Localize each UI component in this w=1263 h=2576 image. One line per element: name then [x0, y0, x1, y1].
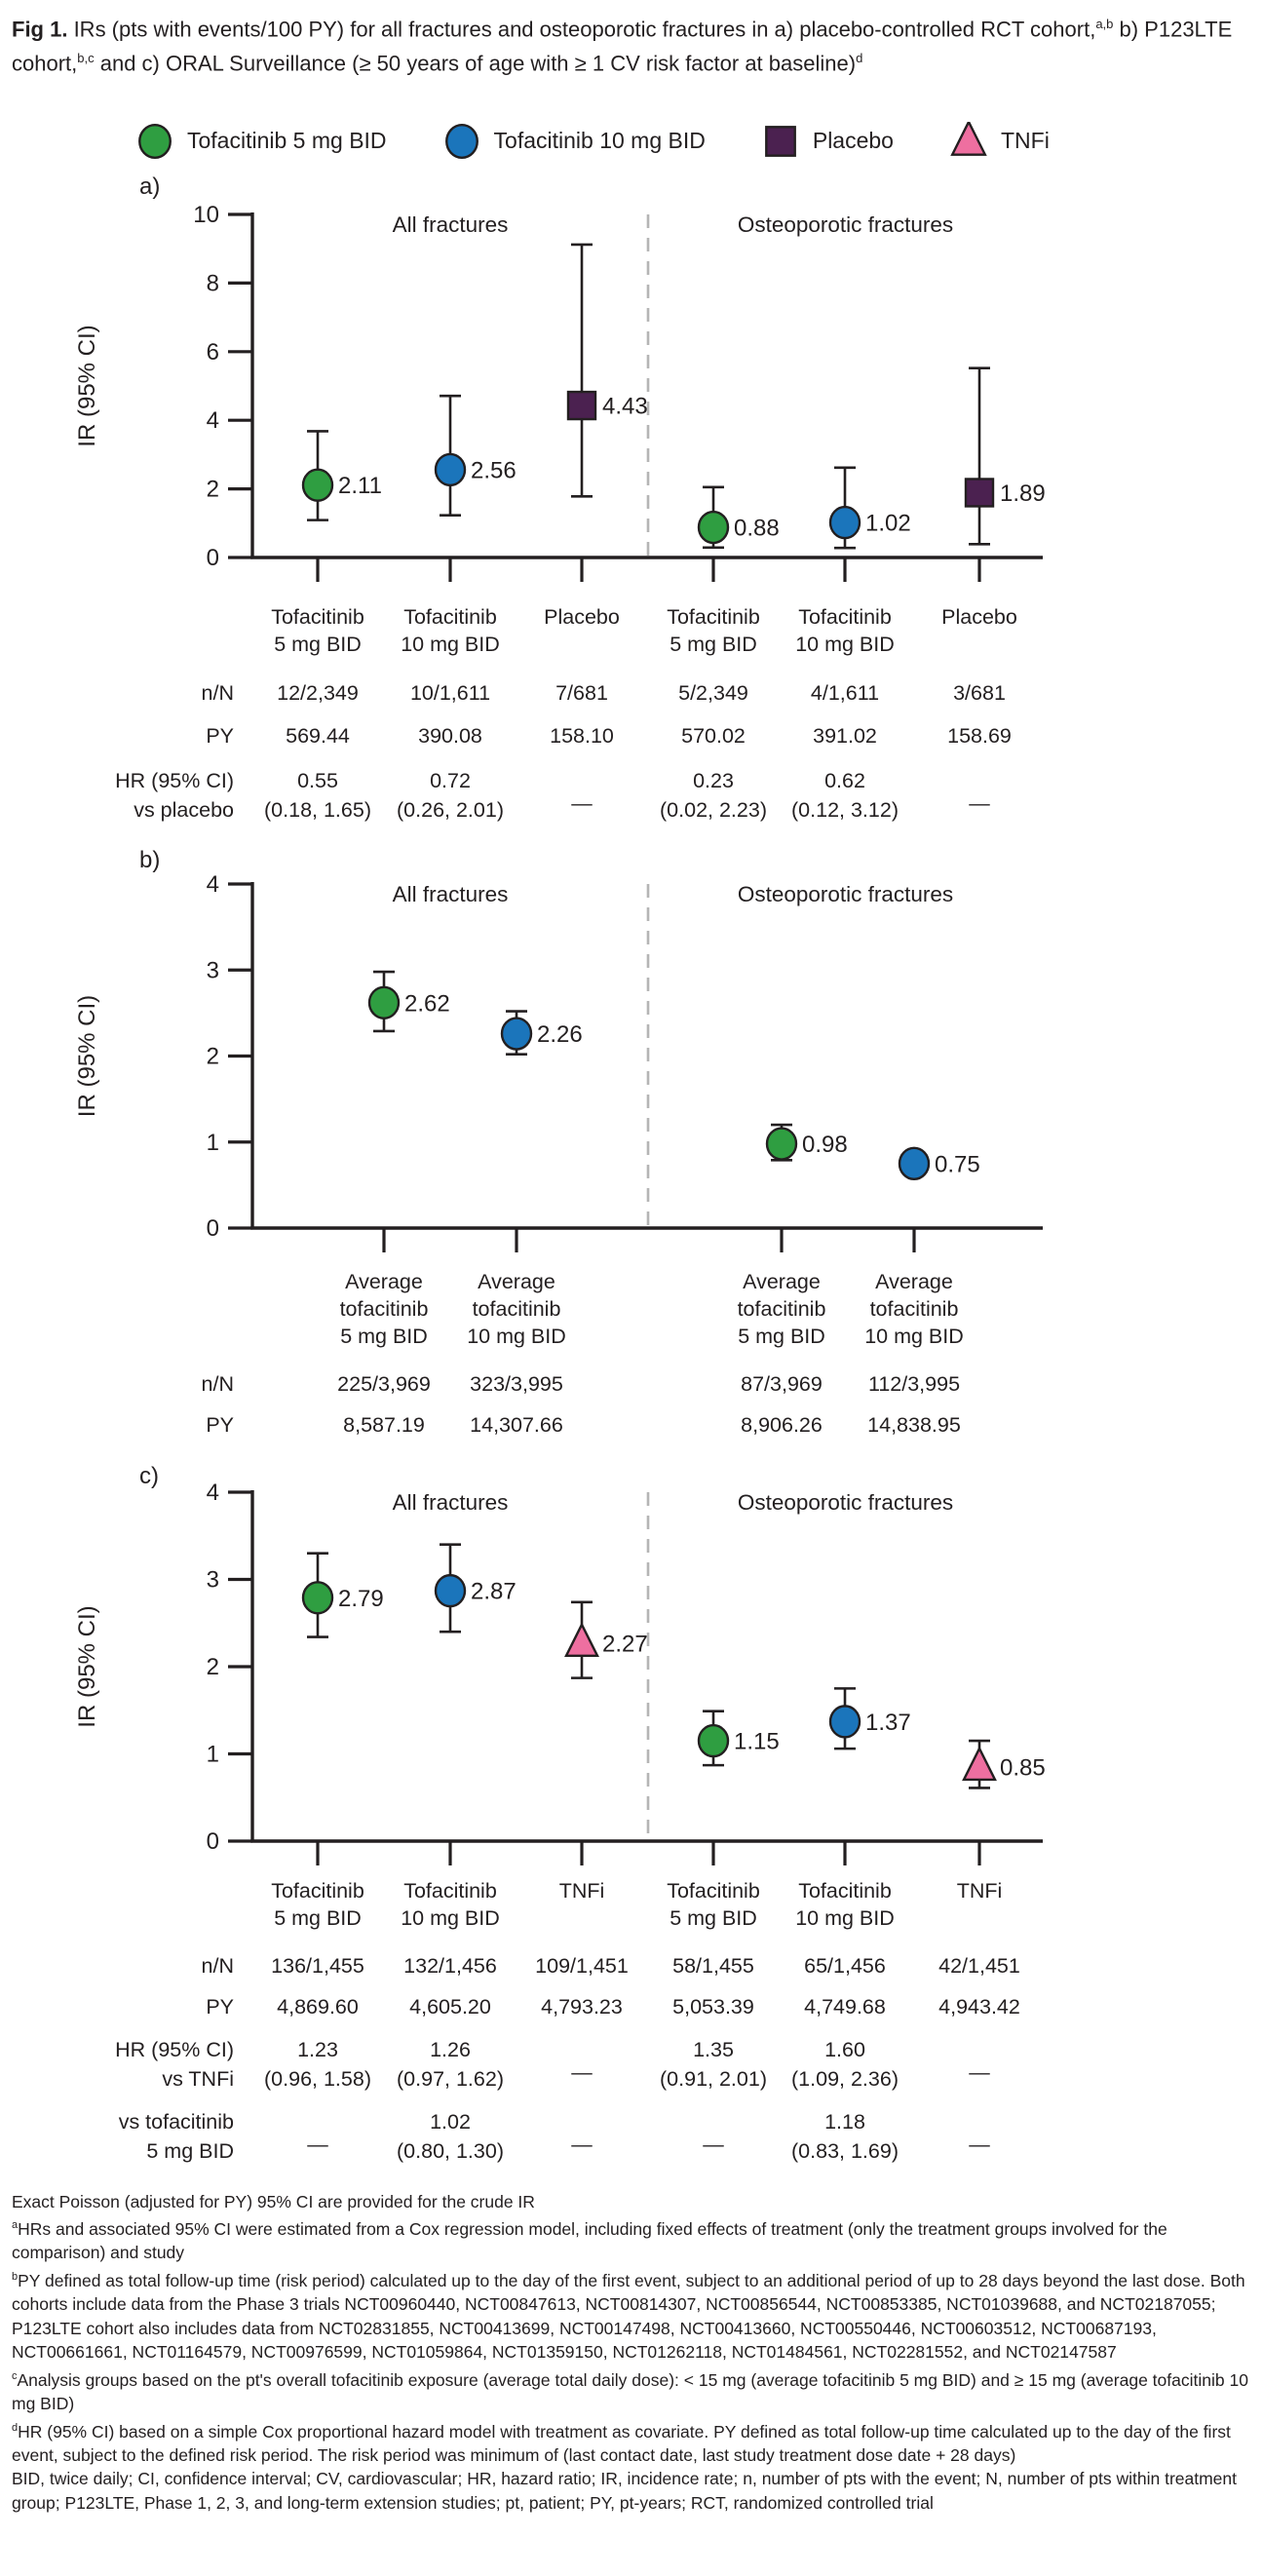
table-cell: (0.83, 1.69) [791, 2138, 899, 2163]
table-cell: 65/1,456 [804, 1953, 886, 1978]
value-label: 2.79 [338, 1585, 384, 1612]
table-cell: 158.69 [947, 723, 1012, 748]
table-cell: 4,943.42 [938, 1994, 1020, 2019]
title-text: b) P123LTE cohort, [12, 17, 1233, 76]
value-label: 1.89 [1000, 480, 1046, 507]
category-label: 10 mg BID [864, 1324, 964, 1348]
circle-data-marker [303, 469, 332, 500]
row-header: HR (95% CI) [115, 2037, 234, 2061]
value-label: 2.56 [471, 457, 517, 484]
category-label: Tofacitinib [271, 1878, 364, 1903]
category-label: 10 mg BID [467, 1324, 566, 1348]
value-label: 1.02 [865, 510, 911, 537]
table-cell: — [571, 2132, 593, 2156]
category-label: 10 mg BID [795, 632, 895, 656]
category-label: 5 mg BID [670, 632, 757, 656]
table-cell: 87/3,969 [741, 1371, 823, 1396]
table-cell: 14,838.95 [867, 1412, 961, 1437]
y-tick-label: 0 [206, 1827, 219, 1855]
value-label: 0.85 [1000, 1754, 1046, 1782]
row-header: vs placebo [134, 797, 234, 822]
table-cell: 58/1,455 [672, 1953, 754, 1978]
legend-item [762, 122, 894, 161]
panel-c-chart [10, 1459, 1253, 2180]
footnote-text: HRs and associated 95% CI were estimated from a Cox regression model, including fixed effects of treatment (only the treatment groups involved for the comparison) and study [12, 2218, 1167, 2263]
footnote-superscript: c [12, 2369, 18, 2382]
section-title: All fractures [392, 211, 509, 237]
y-tick-label: 2 [206, 476, 219, 503]
footnote [12, 2190, 1251, 2214]
value-label: 1.15 [734, 1728, 780, 1755]
y-tick-label: 4 [206, 406, 219, 434]
table-cell: (0.97, 1.62) [397, 2066, 504, 2091]
table-cell: 225/3,969 [337, 1371, 431, 1396]
circle-legend-marker [446, 125, 478, 158]
value-label: 2.87 [471, 1578, 517, 1605]
table-cell: 1.02 [430, 2109, 471, 2134]
title-superscript: d [856, 51, 863, 66]
y-tick-label: 0 [206, 1214, 219, 1242]
figure-title [12, 10, 1251, 79]
category-label: Tofacitinib [403, 1878, 497, 1903]
table-cell: 4/1,611 [810, 680, 880, 705]
section-title: Osteoporotic fractures [737, 211, 954, 237]
table-cell: 42/1,451 [938, 1953, 1020, 1978]
table-cell: (0.12, 3.12) [791, 797, 899, 822]
square-data-marker [966, 479, 993, 506]
y-axis-label: IR (95% CI) [74, 1604, 100, 1728]
legend-item [136, 122, 387, 161]
square-data-marker [568, 392, 595, 419]
category-label: tofacitinib [737, 1296, 826, 1321]
table-cell: — [307, 2132, 328, 2156]
footnote-text: PY defined as total follow-up time (risk period) calculated up to the day of the first event, subject to an additional period of up to 28 days beyond the last dose. Both cohorts include data from the Phase 3 trials NCT00960440, NCT00847613, NCT00814307, NCT00856544, NCT00853385, NCT01039688, and NCT02187055; P123LTE cohort also includes data from NCT02831855, NCT00413699, NCT00147498, NCT00413660, NCT00550446, NCT00603512, NCT00687193, NCT00661661, NCT01164579, NCT00976599, NCT01059864, NCT01359150, NCT01262118, NCT01484561, NCT02281552, and NCT02147587 [12, 2270, 1245, 2363]
table-cell: 4,605.20 [409, 1994, 491, 2019]
title-text: IRs (pts with events/100 PY) for all fractures and osteoporotic fractures in a) placebo-controlled RCT cohort, [67, 17, 1096, 42]
table-cell: (0.80, 1.30) [397, 2138, 504, 2163]
row-header: 5 mg BID [146, 2138, 234, 2163]
category-label: 5 mg BID [274, 632, 362, 656]
table-cell: 12/2,349 [277, 680, 359, 705]
table-cell: 158.10 [550, 723, 614, 748]
category-label: 10 mg BID [795, 1905, 895, 1930]
footnote-superscript: d [12, 2421, 19, 2434]
row-header: n/N [201, 1953, 234, 1978]
value-label: 2.11 [338, 472, 382, 499]
row-header: vs TNFi [162, 2066, 234, 2091]
row-header: PY [206, 1994, 234, 2019]
y-axis-label: IR (95% CI) [74, 994, 100, 1117]
category-label: Tofacitinib [667, 604, 760, 629]
value-label: 0.98 [802, 1131, 848, 1158]
table-cell: — [969, 2132, 990, 2156]
footnote-superscript: b [12, 2270, 19, 2283]
value-label: 0.88 [734, 515, 780, 542]
y-tick-label: 2 [206, 1043, 219, 1070]
footnote-text: Analysis groups based on the pt's overall tofacitinib exposure (average total daily dose): < 15 mg (average tofacitinib 5 mg BID) and ≥ 15 mg (average tofacitinib 10 mg BID) [12, 2369, 1248, 2414]
section-title: All fractures [392, 881, 509, 906]
panel-label: c) [139, 1462, 159, 1489]
panel-label: b) [139, 846, 161, 873]
category-label: 5 mg BID [738, 1324, 825, 1348]
table-cell: — [969, 2059, 990, 2084]
category-label: Tofacitinib [271, 604, 364, 629]
table-cell: — [969, 790, 990, 815]
footnote [12, 2467, 1251, 2515]
table-cell: 1.60 [824, 2037, 865, 2061]
footnotes [12, 2190, 1251, 2516]
legend-item [950, 122, 1050, 161]
y-axis-label: IR (95% CI) [74, 324, 100, 447]
triangle-data-marker [566, 1624, 597, 1655]
circle-data-marker [830, 1706, 860, 1737]
category-label: Average [478, 1269, 555, 1293]
section-title: Osteoporotic fractures [737, 1489, 954, 1515]
table-cell: 4,869.60 [277, 1994, 359, 2019]
category-label: 5 mg BID [274, 1905, 362, 1930]
panel-label: a) [139, 173, 161, 200]
y-tick-label: 1 [206, 1741, 219, 1768]
table-cell: 1.23 [297, 2037, 338, 2061]
row-header: n/N [201, 1371, 234, 1396]
table-cell: 4,793.23 [541, 1994, 623, 2019]
value-label: 2.27 [602, 1630, 648, 1657]
table-cell: 0.62 [824, 768, 865, 792]
panel-a-chart [10, 173, 1253, 840]
section-title: Osteoporotic fractures [737, 881, 954, 906]
table-cell: — [571, 2059, 593, 2084]
y-tick-label: 10 [193, 201, 219, 228]
category-label: tofacitinib [472, 1296, 561, 1321]
circle-legend-marker-icon [443, 122, 480, 161]
table-cell: 390.08 [418, 723, 482, 748]
circle-data-marker [830, 507, 860, 538]
table-cell: 5/2,349 [678, 680, 748, 705]
circle-data-marker [369, 986, 399, 1018]
table-cell: 569.44 [286, 723, 350, 748]
table-cell: 1.18 [824, 2109, 865, 2134]
footnote [12, 2213, 1251, 2265]
circle-data-marker [303, 1582, 332, 1613]
triangle-data-marker [964, 1749, 995, 1780]
category-label: 5 mg BID [670, 1905, 757, 1930]
category-label: tofacitinib [339, 1296, 429, 1321]
table-cell: 8,587.19 [343, 1412, 425, 1437]
footnote [12, 2416, 1251, 2468]
y-tick-label: 2 [206, 1653, 219, 1680]
table-cell: 0.55 [297, 768, 338, 792]
value-label: 1.37 [865, 1709, 911, 1736]
category-label: tofacitinib [869, 1296, 959, 1321]
table-cell: 136/1,455 [271, 1953, 364, 1978]
table-cell: 5,053.39 [672, 1994, 754, 2019]
y-tick-label: 6 [206, 338, 219, 365]
table-cell: 1.35 [693, 2037, 734, 2061]
row-header: HR (95% CI) [115, 768, 234, 792]
table-cell: 1.26 [430, 2037, 471, 2061]
table-cell: — [571, 790, 593, 815]
title-superscript: b,c [77, 51, 95, 66]
y-tick-label: 4 [206, 1479, 219, 1506]
table-cell: (0.26, 2.01) [397, 797, 504, 822]
circle-legend-marker-icon [136, 122, 173, 161]
circle-data-marker [899, 1147, 929, 1178]
category-label: Tofacitinib [403, 604, 497, 629]
table-cell: 323/3,995 [470, 1371, 563, 1396]
table-cell: (1.09, 2.36) [791, 2066, 899, 2091]
footnote [12, 2365, 1251, 2416]
legend [136, 122, 1253, 161]
value-label: 4.43 [602, 393, 648, 420]
row-header: PY [206, 723, 234, 748]
y-tick-label: 4 [206, 870, 219, 898]
table-cell: 109/1,451 [535, 1953, 629, 1978]
table-cell: (0.18, 1.65) [264, 797, 371, 822]
table-cell: 7/681 [555, 680, 608, 705]
title-text: and c) ORAL Surveillance (≥ 50 years of age with ≥ 1 CV risk factor at baseline) [94, 51, 857, 76]
legend-label: Tofacitinib 10 mg BID [493, 128, 706, 154]
row-header: PY [206, 1412, 234, 1437]
row-header: vs tofacitinib [118, 2109, 234, 2134]
table-cell: 112/3,995 [867, 1371, 961, 1396]
legend-label: TNFi [1000, 128, 1050, 154]
footnote-superscript: a [12, 2219, 19, 2232]
y-tick-label: 3 [206, 956, 219, 983]
row-header: n/N [201, 680, 234, 705]
category-label: 10 mg BID [401, 632, 500, 656]
panels-container [10, 173, 1253, 2180]
category-label: Placebo [544, 604, 620, 629]
title-superscript: a,b [1095, 17, 1114, 31]
table-cell: 10/1,611 [409, 680, 491, 705]
category-label: Average [875, 1269, 953, 1293]
category-label: TNFi [956, 1878, 1003, 1903]
y-tick-label: 8 [206, 270, 219, 297]
table-cell: (0.02, 2.23) [660, 797, 767, 822]
triangle-legend-marker [952, 122, 985, 155]
category-label: Average [345, 1269, 423, 1293]
panel-b-chart [10, 840, 1253, 1459]
table-cell: 570.02 [681, 723, 746, 748]
table-cell: 0.23 [693, 768, 734, 792]
circle-data-marker [502, 1018, 531, 1049]
footnote [12, 2265, 1251, 2365]
y-tick-label: 1 [206, 1129, 219, 1156]
square-legend-marker-icon [762, 122, 799, 161]
circle-data-marker [767, 1128, 796, 1159]
category-label: Tofacitinib [798, 604, 892, 629]
circle-data-marker [436, 454, 465, 485]
circle-data-marker [436, 1575, 465, 1606]
category-label: Tofacitinib [667, 1878, 760, 1903]
square-legend-marker [766, 127, 794, 155]
category-label: TNFi [558, 1878, 605, 1903]
circle-data-marker [699, 1725, 728, 1756]
table-cell: 4,749.68 [804, 1994, 886, 2019]
footnote-text: HR (95% CI) based on a simple Cox proportional hazard model with treatment as covariate. PY defined as total follow-up time calculated up to the day of the first event, subject to the defined risk period. The risk period was minimum of (last contact date, last study treatment dose date + 28 days) [12, 2421, 1231, 2465]
table-cell: 132/1,456 [403, 1953, 497, 1978]
footnote-text: BID, twice daily; CI, confidence interval; CV, cardiovascular; HR, hazard ratio; IR, incidence rate; n, number of pts with the event; N, number of pts within treatment group; P123LTE, Phase 1, 2, 3, and long-term extension studies; pt, patient; PY, pt-years; RCT, randomized controlled trial [12, 2469, 1238, 2513]
category-label: Average [743, 1269, 821, 1293]
category-label: 5 mg BID [340, 1324, 428, 1348]
legend-label: Placebo [812, 128, 894, 154]
table-cell: 3/681 [953, 680, 1006, 705]
table-cell: 0.72 [430, 768, 471, 792]
y-tick-label: 3 [206, 1566, 219, 1594]
table-cell: 391.02 [813, 723, 877, 748]
category-label: 10 mg BID [401, 1905, 500, 1930]
table-cell: — [703, 2132, 724, 2156]
category-label: Tofacitinib [798, 1878, 892, 1903]
circle-data-marker [699, 512, 728, 543]
y-tick-label: 0 [206, 544, 219, 571]
legend-item [443, 122, 706, 161]
triangle-legend-marker-icon [950, 122, 987, 161]
category-label: Placebo [941, 604, 1017, 629]
value-label: 2.62 [404, 989, 450, 1017]
footnote-text: Exact Poisson (adjusted for PY) 95% CI are provided for the crude IR [12, 2191, 535, 2211]
table-cell: 14,307.66 [470, 1412, 563, 1437]
value-label: 0.75 [935, 1150, 980, 1177]
table-cell: (0.96, 1.58) [264, 2066, 371, 2091]
table-cell: (0.91, 2.01) [660, 2066, 767, 2091]
circle-legend-marker [139, 125, 171, 158]
section-title: All fractures [392, 1489, 509, 1515]
table-cell: 8,906.26 [741, 1412, 823, 1437]
legend-label: Tofacitinib 5 mg BID [187, 128, 387, 154]
value-label: 2.26 [537, 1020, 583, 1048]
title-text: Fig 1. [12, 17, 68, 42]
